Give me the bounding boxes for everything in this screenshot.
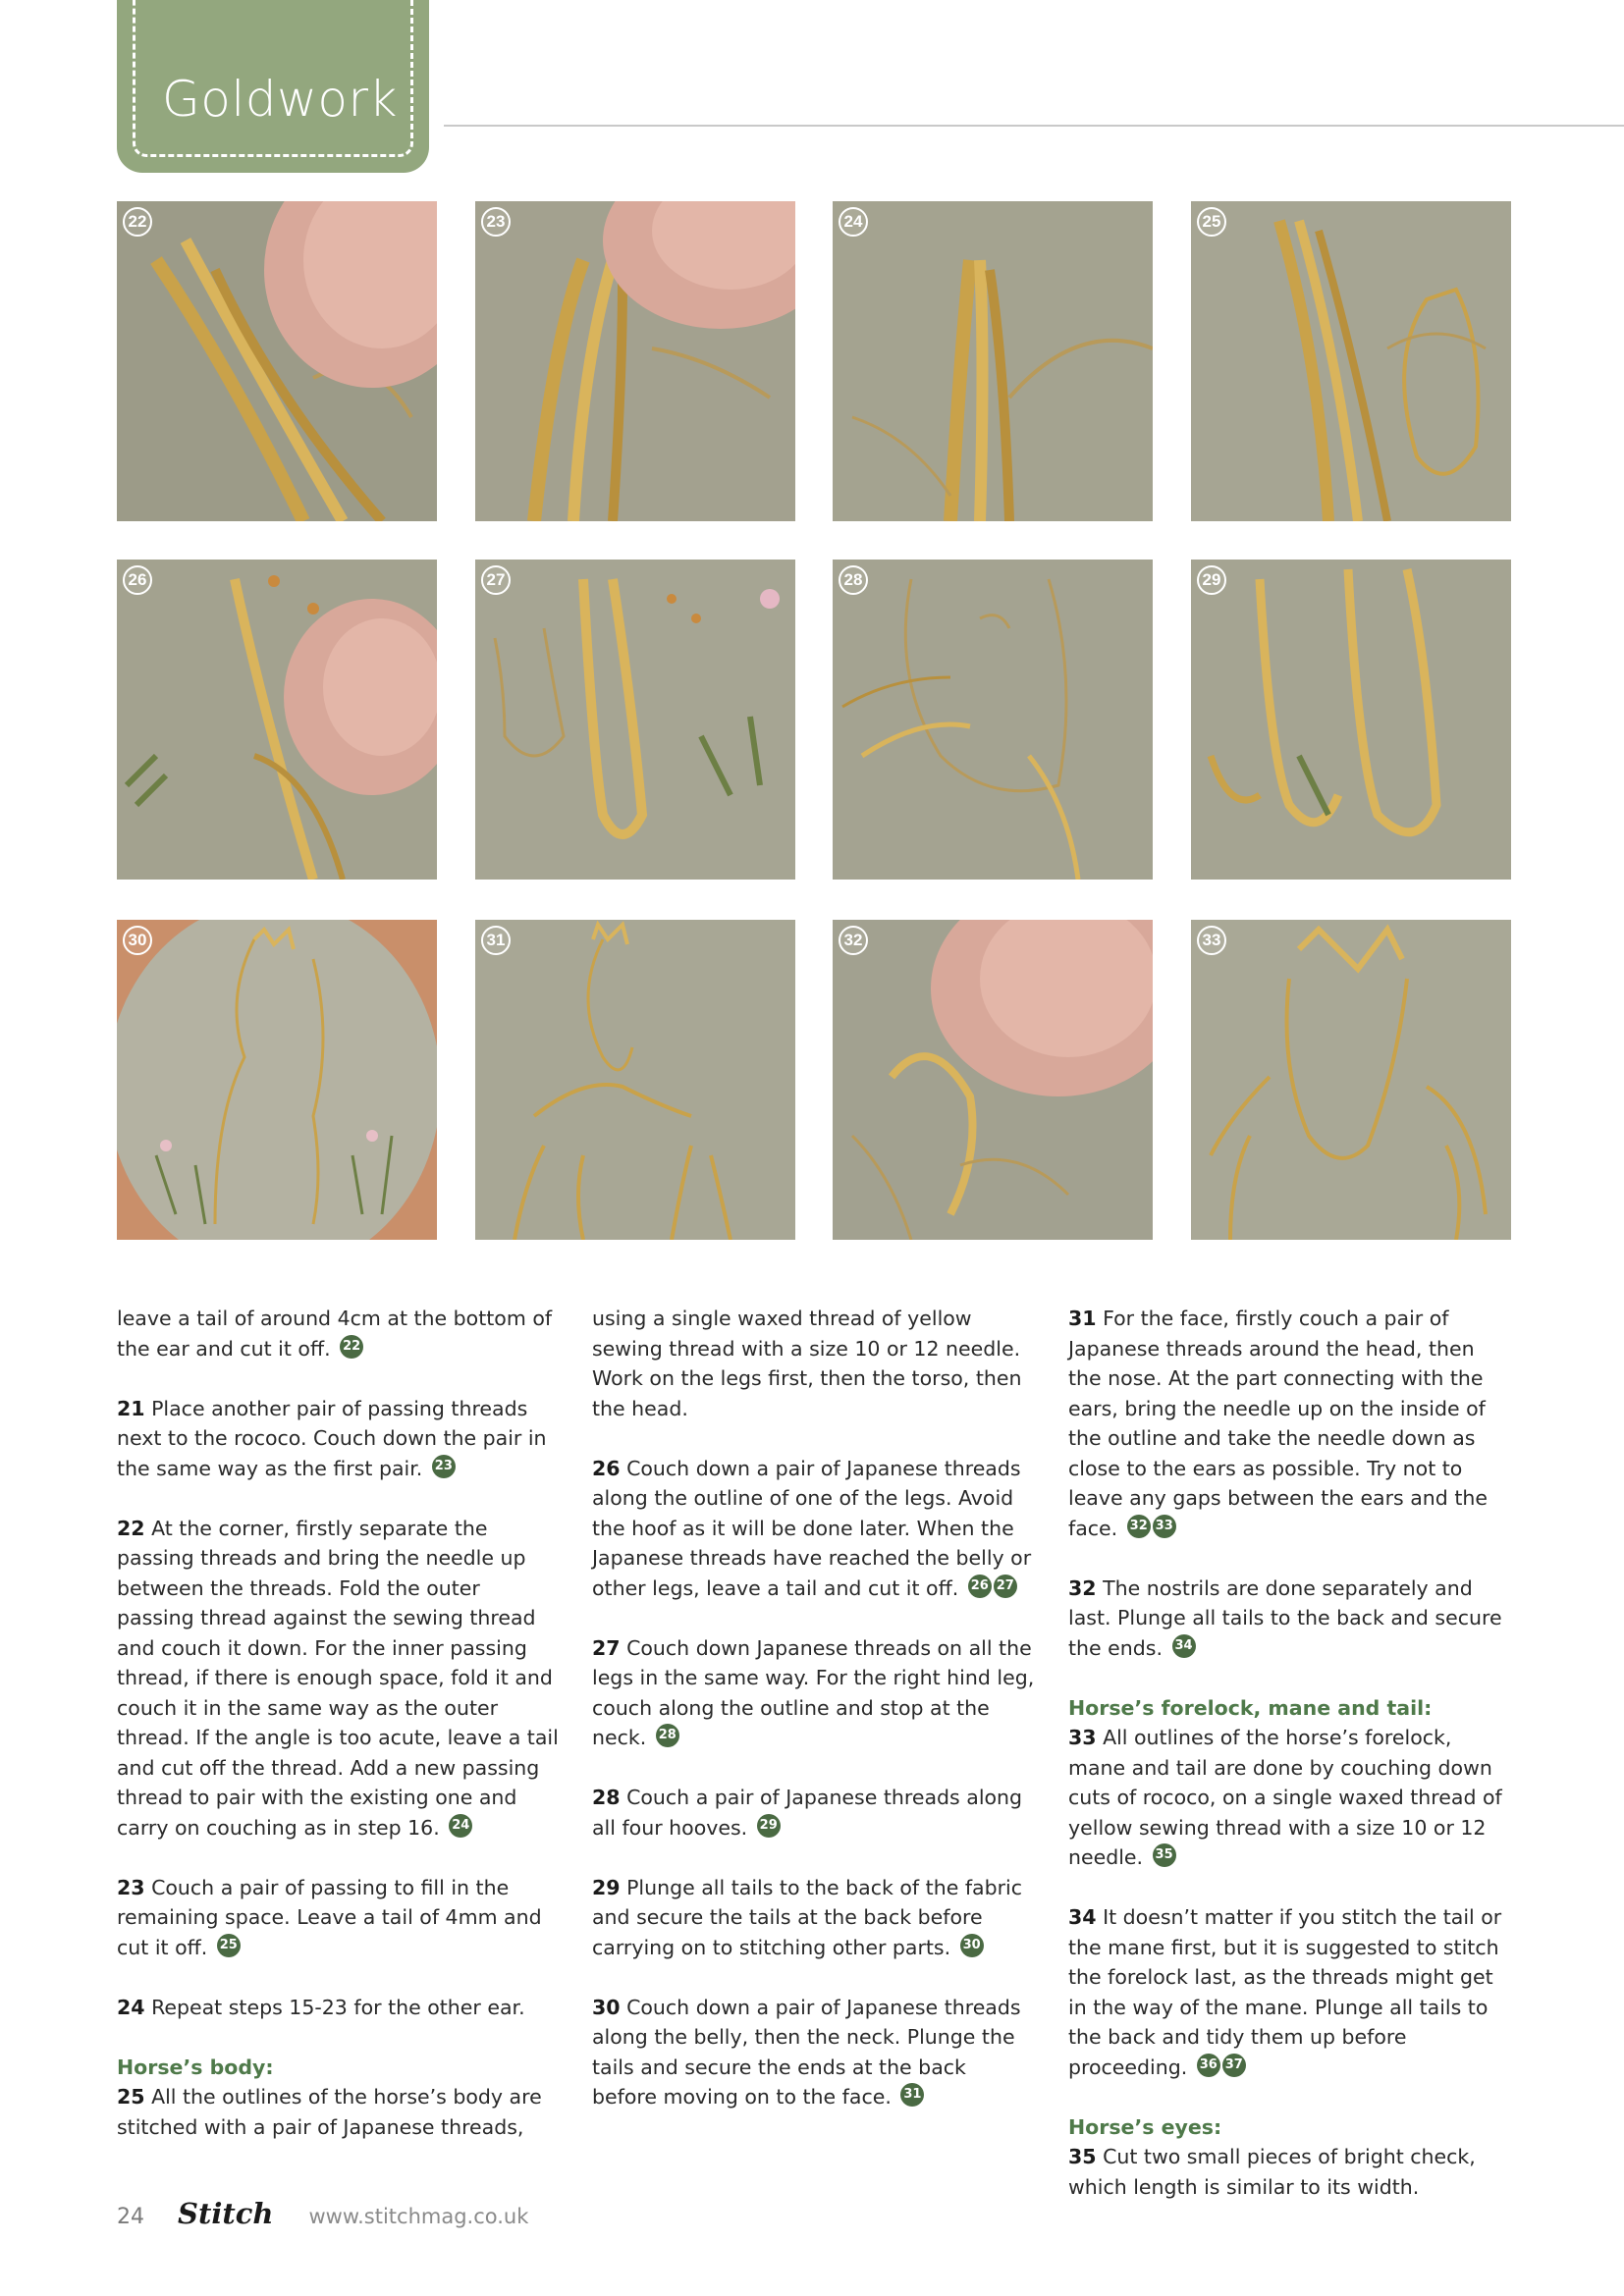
step-number: 29: [592, 1875, 621, 1899]
photo-ref-badge: 33: [1153, 1515, 1176, 1538]
step-photo-25: [1191, 201, 1511, 521]
instruction-paragraph: leave a tail of around 4cm at the bottom of the ear and cut it off. 22: [117, 1307, 553, 1361]
step-badge: 28: [839, 565, 868, 595]
photo-24-image: [833, 201, 1153, 521]
step-badge: 22: [123, 207, 152, 237]
website-url[interactable]: www.stitchmag.co.uk: [308, 2205, 529, 2228]
step-number: 25: [117, 2085, 145, 2109]
page-footer: [117, 2197, 528, 2232]
photo-32-image: [833, 920, 1153, 1240]
photo-ref-badge: 37: [1222, 2054, 1246, 2077]
photo-ref-badge: 32: [1127, 1515, 1151, 1538]
photo-33-image: [1191, 920, 1511, 1240]
step-number: 28: [592, 1786, 621, 1809]
text-column-2: [592, 1304, 1036, 2112]
section-subheading: Horse’s forelock, mane and tail:: [1068, 1695, 1433, 1720]
photo-28-image: [833, 560, 1153, 880]
instruction-paragraph: using a single waxed thread of yellow sewing thread with a size 10 or 12 needle. Work on the legs first, then the torso, then the head.: [592, 1307, 1022, 1420]
photo-ref-badge: 28: [656, 1724, 679, 1747]
step-number: 34: [1068, 1905, 1097, 1929]
step-badge: 24: [839, 207, 868, 237]
instruction-step-21: 21 Place another pair of passing threads next to the rococo. Couch down the pair in the same way as the first pair. 23: [117, 1396, 547, 1480]
photo-ref-badge: 29: [757, 1814, 781, 1838]
step-number: 26: [592, 1456, 621, 1480]
step-photo-29: [1191, 560, 1511, 880]
step-badge: 27: [481, 565, 511, 595]
photo-25-image: [1191, 201, 1511, 521]
step-badge: 31: [481, 926, 511, 955]
photo-31-image: [475, 920, 795, 1240]
step-badge: 32: [839, 926, 868, 955]
text-column-3: [1068, 1304, 1512, 2202]
instruction-step-27: 27 Couch down Japanese threads on all the legs in the same way. For the right hind leg, couch along the outline and stop at the neck. 28: [592, 1635, 1035, 1749]
instruction-step-23: 23 Couch a pair of passing to fill in the remaining space. Leave a tail of 4mm and cut it off. 25: [117, 1875, 542, 1959]
photo-23-image: [475, 201, 795, 521]
photo-ref-badge: 22: [340, 1335, 363, 1359]
photo-ref-badge: 27: [994, 1575, 1017, 1598]
step-photo-22: [117, 201, 437, 521]
step-badge: 30: [123, 926, 152, 955]
photo-30-image: [117, 920, 437, 1240]
step-badge: 33: [1197, 926, 1226, 955]
section-tab: [117, 0, 429, 173]
photo-ref-badge: 36: [1197, 2054, 1220, 2077]
step-photo-33: [1191, 920, 1511, 1240]
photo-ref-badge: 34: [1172, 1634, 1196, 1658]
header-rule: [444, 125, 1624, 127]
section-subheading: Horse’s body:: [117, 2055, 274, 2079]
step-badge: 25: [1197, 207, 1226, 237]
step-number: 33: [1068, 1726, 1097, 1749]
step-number: 21: [117, 1396, 145, 1420]
step-photo-24: [833, 201, 1153, 521]
step-photo-23: [475, 201, 795, 521]
magazine-logo: Stitch: [178, 2197, 274, 2230]
step-photo-27: [475, 560, 795, 880]
instruction-step-24: 24 Repeat steps 15-23 for the other ear.: [117, 1995, 525, 2019]
instruction-step-28: 28 Couch a pair of Japanese threads along all four hooves. 29: [592, 1786, 1023, 1840]
photo-29-image: [1191, 560, 1511, 880]
step-photo-31: [475, 920, 795, 1240]
instruction-step-29: 29 Plunge all tails to the back of the fabric and secure the tails at the back before carrying on to stitching other parts. 30: [592, 1875, 1023, 1959]
photo-ref-badge: 31: [900, 2083, 924, 2107]
step-badge: 26: [123, 565, 152, 595]
section-title: Goldwork: [162, 71, 398, 128]
step-number: 30: [592, 1995, 621, 2019]
step-photo-32: [833, 920, 1153, 1240]
step-photo-26: [117, 560, 437, 880]
photo-ref-badge: 25: [217, 1934, 241, 1957]
step-badge: 29: [1197, 565, 1226, 595]
photo-ref-badge: 26: [968, 1575, 992, 1598]
photo-ref-badge: 23: [432, 1455, 456, 1478]
step-photo-30: [117, 920, 437, 1240]
text-column-1: [117, 1304, 561, 2142]
photo-22-image: [117, 201, 437, 521]
step-number: 27: [592, 1635, 621, 1660]
instruction-step-34: 34 It doesn’t matter if you stitch the tail or the mane first, but it is suggested to stitch the forelock last, as the threads might get in the way of the mane. Plunge all tails to the back and tidy them up before proceeding. 36 37: [1068, 1905, 1502, 2079]
step-number: 24: [117, 1995, 145, 2019]
instruction-step-31: 31 For the face, firstly couch a pair of Japanese threads around the head, then the nose. At the part connecting with the ears, bring the needle up on the inside of the outline and take the needle down as close to the ears as possible. Try not to leave any gaps between the ears and the face. 32 33: [1068, 1307, 1488, 1540]
instruction-step-25: Horse’s body: 25 All the outlines of the horse’s body are stitched with a pair of Japanese threads,: [117, 2053, 561, 2143]
instruction-step-30: 30 Couch down a pair of Japanese threads along the belly, then the neck. Plunge the tails and secure the ends at the back before moving on to the face. 31: [592, 1995, 1021, 2109]
step-number: 32: [1068, 1575, 1097, 1600]
instruction-step-22: 22 At the corner, firstly separate the passing threads and bring the needle up between the threads. Fold the outer passing thread against the sewing thread and couch it down. For the inner passing thread, if there is enough space, fold it and couch it in the same way as the outer thread. If the angle is too acute, leave a tail and cut off the thread. Add a new passing thread to pair with the existing one and carry on couching as in step 16. 24: [117, 1516, 559, 1840]
instruction-step-26: 26 Couch down a pair of Japanese threads along the outline of one of the legs. Avoid the hoof as it will be done later. When the Japanese threads have reached the belly or other legs, leave a tail and cut it off. 26 27: [592, 1456, 1032, 1600]
instruction-step-32: 32 The nostrils are done separately and last. Plunge all tails to the back and secure the ends. 34: [1068, 1575, 1502, 1660]
instruction-step-33: Horse’s forelock, mane and tail: 33 All outlines of the horse’s forelock, mane and tail are done by couching down cuts of rococo, on a single waxed thread of yellow sewing thread with a size 10 or 12 needle. 35: [1068, 1693, 1512, 1873]
step-number: 31: [1068, 1307, 1097, 1330]
photo-ref-badge: 30: [960, 1934, 984, 1957]
page-number: 24: [117, 2205, 144, 2229]
photo-ref-badge: 24: [449, 1814, 472, 1838]
step-photo-28: [833, 560, 1153, 880]
step-number: 35: [1068, 2145, 1097, 2168]
step-number: 22: [117, 1516, 145, 1540]
step-number: 23: [117, 1875, 145, 1899]
section-subheading: Horse’s eyes:: [1068, 2114, 1222, 2139]
instruction-step-35: Horse’s eyes: 35 Cut two small pieces of bright check, which length is similar to its width.: [1068, 2112, 1512, 2203]
photo-27-image: [475, 560, 795, 880]
photo-26-image: [117, 560, 437, 880]
step-badge: 23: [481, 207, 511, 237]
photo-ref-badge: 35: [1153, 1843, 1176, 1867]
